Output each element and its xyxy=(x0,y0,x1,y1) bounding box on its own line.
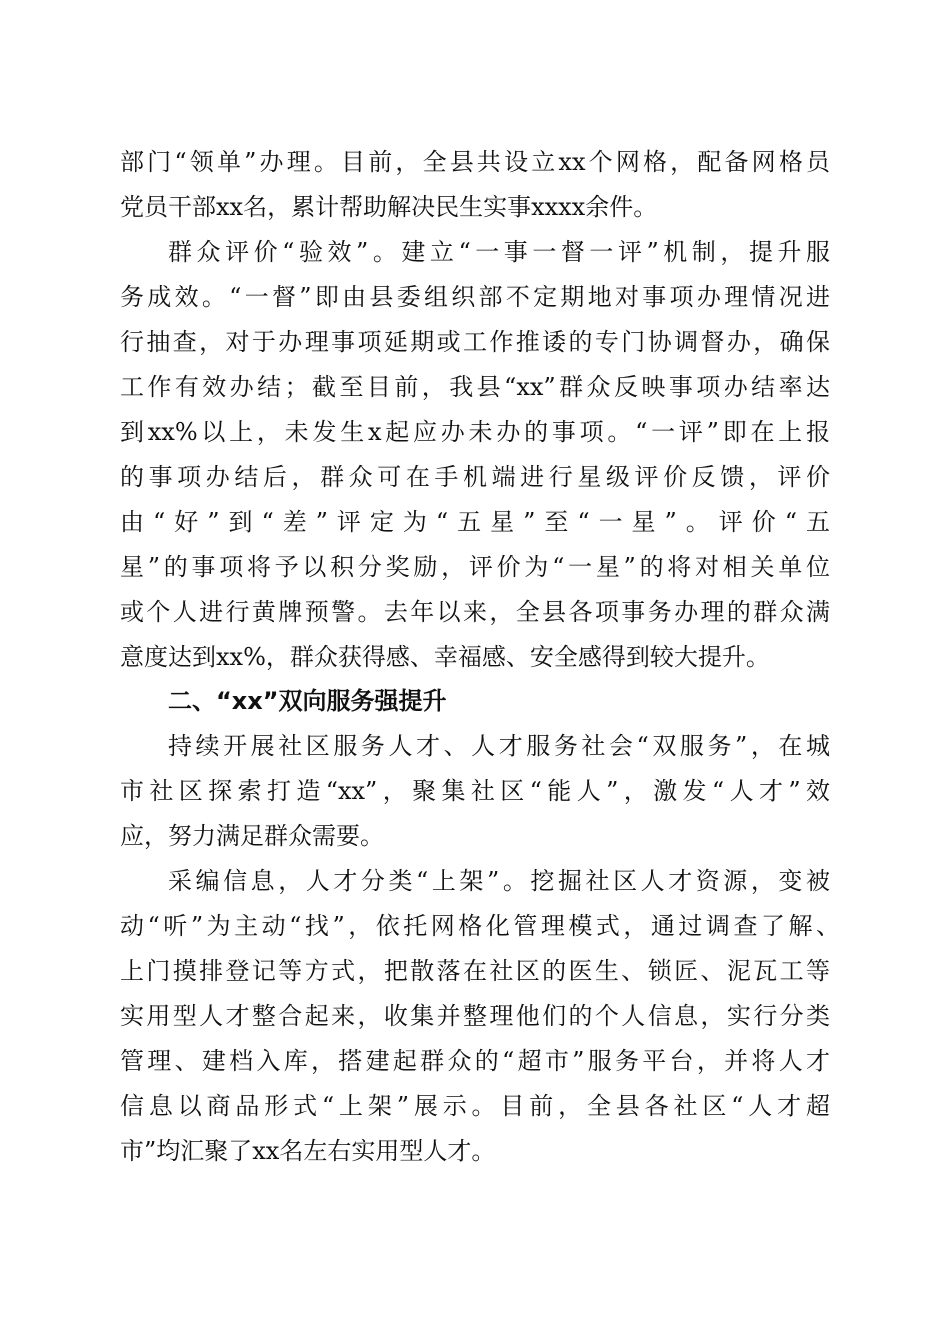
paragraph-line: 或个人进行黄牌预警。去年以来，全县各项事务办理的群众满 xyxy=(120,598,830,626)
paragraph-line: 动“听”为主动“找”，依托网格化管理模式，通过调查了解、 xyxy=(120,912,840,940)
paragraph-line: 应，努力满足群众需要。 xyxy=(120,822,384,850)
paragraph-line: 上门摸排登记等方式，把散落在社区的医生、锁匠、泥瓦工等 xyxy=(120,957,830,985)
paragraph-line: 持续开展社区服务人才、人才服务社会“双服务”，在城 xyxy=(168,732,830,760)
paragraph-line: 由“好”到“差”评定为“五星”至“一星”。评价“五 xyxy=(120,508,830,536)
paragraph-line: 信息以商品形式“上架”展示。目前，全县各社区“人才超 xyxy=(120,1092,830,1120)
paragraph-line: 工作有效办结；截至目前，我县“xx”群众反映事项办结率达 xyxy=(120,373,830,401)
paragraph-line: 到xx%以上，未发生x起应办未办的事项。“一评”即在上报 xyxy=(120,418,830,446)
paragraph-line: 市”均汇聚了xx名左右实用型人才。 xyxy=(120,1137,496,1165)
paragraph-line: 行抽查，对于办理事项延期或工作推诿的专门协调督办，确保 xyxy=(120,328,830,356)
paragraph-line: 党员干部xx名，累计帮助解决民生实事xxxx余件。 xyxy=(120,193,658,221)
paragraph-line: 管理、建档入库，搭建起群众的“超市”服务平台，并将人才 xyxy=(120,1047,830,1075)
paragraph-line: 意度达到xx%，群众获得感、幸福感、安全感得到较大提升。 xyxy=(120,643,770,671)
section-heading: 二、“xx”双向服务强提升 xyxy=(168,687,447,715)
paragraph-line: 务成效。“一督”即由县委组织部不定期地对事项办理情况进 xyxy=(120,283,830,311)
paragraph-line: 采编信息，人才分类“上架”。挖掘社区人才资源，变被 xyxy=(168,867,830,895)
paragraph-line: 群众评价“验效”。建立“一事一督一评”机制，提升服 xyxy=(168,238,830,266)
paragraph-line: 星”的事项将予以积分奖励，评价为“一星”的将对相关单位 xyxy=(120,553,830,581)
paragraph-line: 部门“领单”办理。目前，全县共设立xx个网格，配备网格员 xyxy=(120,148,830,176)
paragraph-line: 市社区探索打造“xx”，聚集社区“能人”，激发“人才”效 xyxy=(120,777,830,805)
paragraph-line: 实用型人才整合起来，收集并整理他们的个人信息，实行分类 xyxy=(120,1002,830,1030)
paragraph-line: 的事项办结后，群众可在手机端进行星级评价反馈，评价 xyxy=(120,463,830,491)
